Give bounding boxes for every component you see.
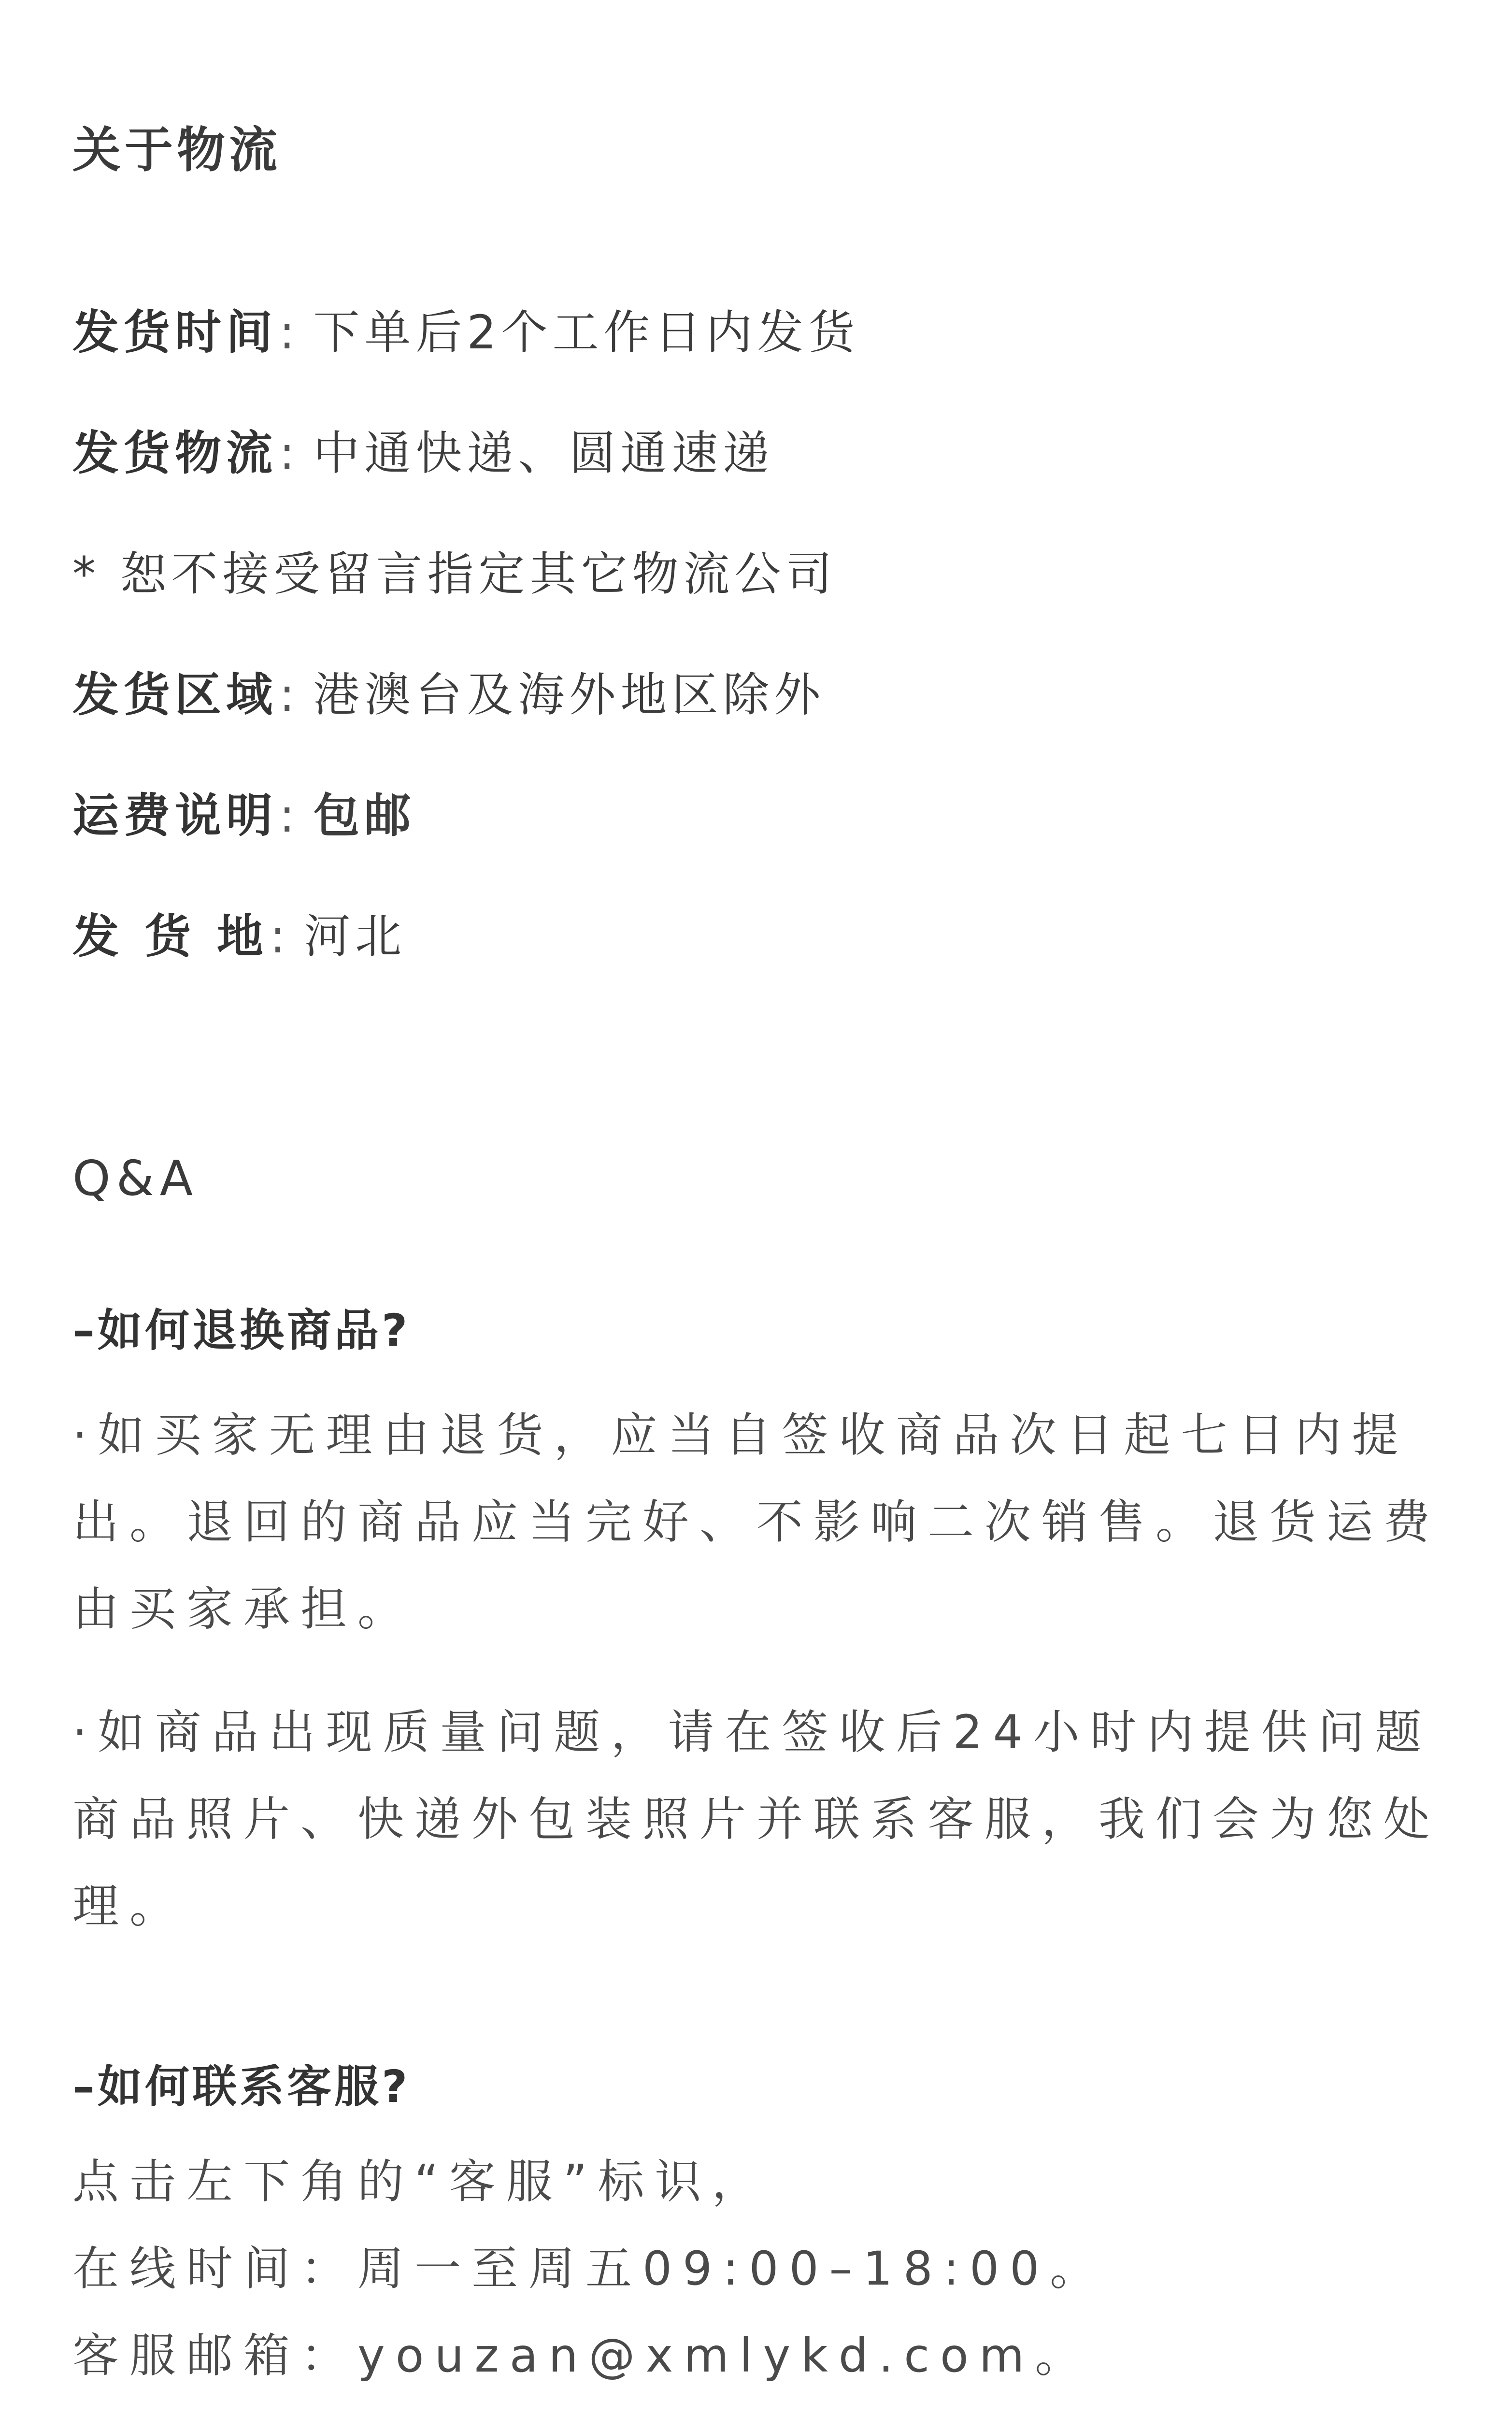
row-key: 发货物流 xyxy=(72,426,277,480)
row-value: 港澳台及海外地区除外 xyxy=(313,668,826,722)
row-key: 发 货 地 xyxy=(72,909,268,964)
answer-line: 点击左下角的“客服”标识， xyxy=(72,2155,769,2209)
qa-title: Q&A xyxy=(72,1150,199,1207)
question-returns: –如何退换商品? xyxy=(72,1305,411,1356)
answer-line: 理。 xyxy=(72,1879,186,1933)
row-key: 发货时间 xyxy=(72,305,277,360)
answer-line: 由买家承担。 xyxy=(72,1582,414,1636)
answer-paragraph xyxy=(72,1689,1440,1950)
row-value: 包邮 xyxy=(313,789,416,843)
answer-paragraph xyxy=(72,1392,1440,1653)
logistics-row-ship-time xyxy=(72,296,859,362)
answer-line: 在线时间：周一至周五09:00–18:00。 xyxy=(72,2242,1107,2296)
answer-line: 客服邮箱：youzan@xmlykd.com。 xyxy=(72,2329,1092,2383)
row-value: 河北 xyxy=(304,909,407,964)
logistics-row-carrier xyxy=(72,417,774,483)
row-separator: : xyxy=(270,909,291,964)
answer-line: ·如买家无理由退货，应当自签收商品次日起七日内提 xyxy=(72,1408,1409,1462)
answer-line: 出。退回的商品应当完好、不影响二次销售。退货运费 xyxy=(72,1495,1441,1549)
row-key: 发货区域 xyxy=(72,668,277,722)
question-contact-support: –如何联系客服? xyxy=(72,2061,411,2113)
row-value: 下单后2个工作日内发货 xyxy=(313,305,860,360)
answer-line: ·如商品出现质量问题，请在签收后24小时内提供问题 xyxy=(72,1705,1432,1759)
logistics-row-region xyxy=(72,658,825,724)
row-value: 中通快递、圆通速递 xyxy=(313,426,774,480)
row-key: 运费说明 xyxy=(72,789,277,843)
logistics-row-origin xyxy=(72,900,406,966)
logistics-note: * 恕不接受留言指定其它物流公司 xyxy=(72,547,837,601)
row-separator: : xyxy=(279,426,300,480)
answer-paragraph xyxy=(72,2138,1440,2399)
row-separator: : xyxy=(279,789,300,843)
logistics-heading: 关于物流 xyxy=(72,122,281,178)
logistics-row-shipping-fee xyxy=(72,779,415,845)
row-separator: : xyxy=(279,668,300,722)
row-separator: : xyxy=(279,305,300,360)
answer-line: 商品照片、快递外包装照片并联系客服，我们会为您处 xyxy=(72,1792,1441,1846)
